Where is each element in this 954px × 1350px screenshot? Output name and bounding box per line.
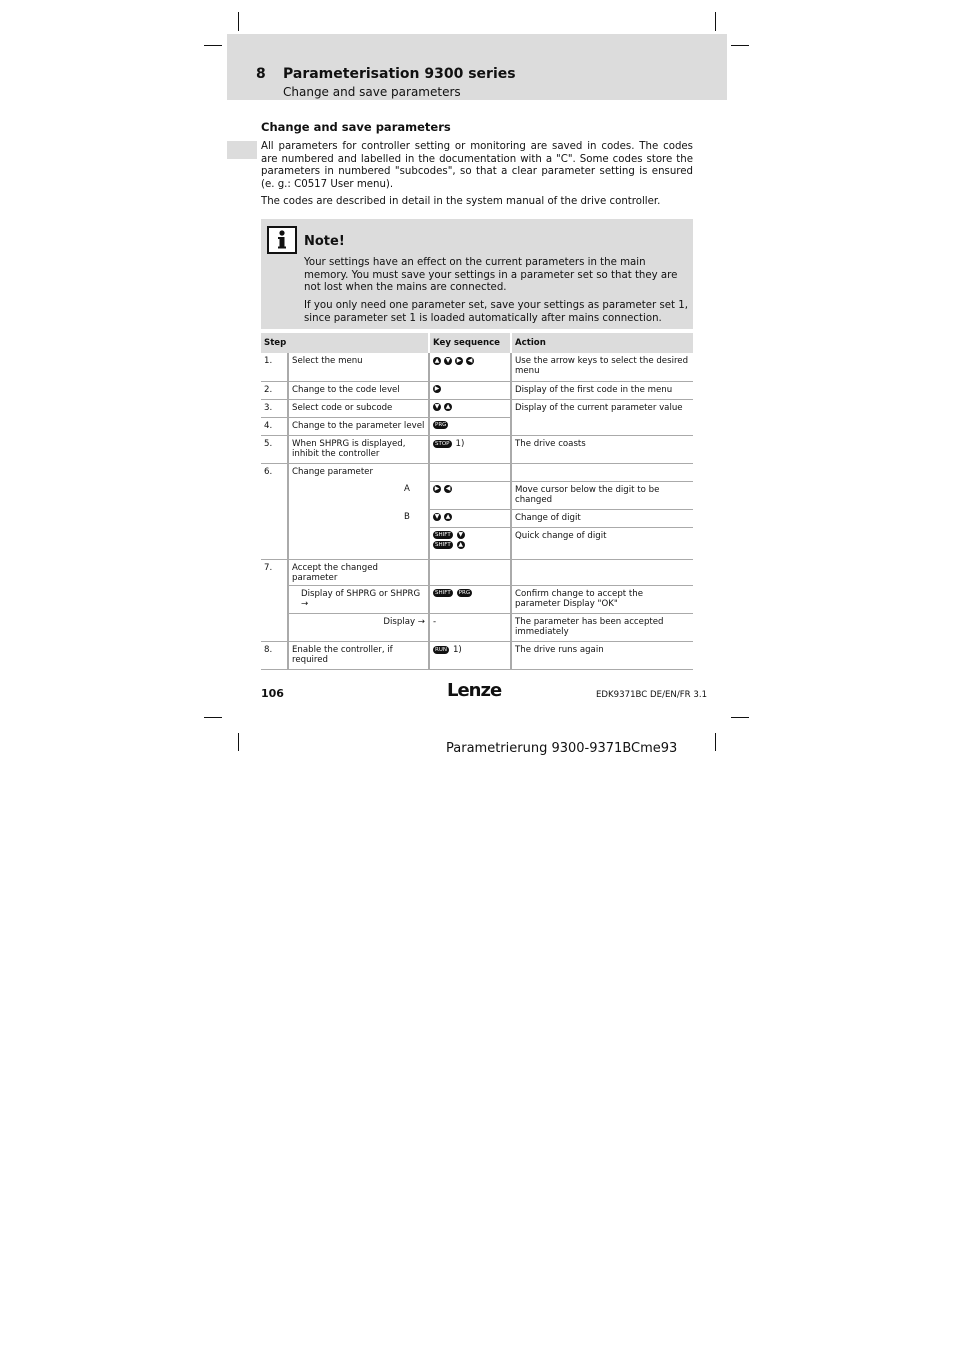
empty-cell [261, 527, 288, 559]
action-text: Display of the current parameter value [511, 399, 693, 417]
step-number: 3. [261, 399, 288, 417]
section-paragraph-2: The codes are described in detail in the system manual of the drive controller. [261, 196, 661, 207]
table-row [261, 399, 693, 417]
sub-step-label: A [404, 484, 410, 494]
prg-key-icon: PRG [435, 422, 447, 428]
shift-key-icon: SHIFT [435, 542, 451, 548]
action-text: Quick change of digit [511, 527, 693, 559]
action-text: Confirm change to accept the parameter Display "OK" [511, 585, 693, 613]
table-row [261, 417, 693, 435]
action-text: The parameter has been accepted immediately [511, 613, 693, 641]
key-sequence [429, 381, 511, 399]
chapter-title: Parameterisation 9300 series [283, 66, 516, 82]
header-action: Action [511, 333, 693, 353]
table-row [261, 435, 693, 463]
step-text: Display → [288, 613, 429, 641]
table-row [261, 481, 693, 509]
step-text: Change to the code level [288, 381, 429, 399]
prg-key-icon: PRG [458, 590, 471, 596]
empty-cell [288, 481, 401, 509]
arrow-down-key-icon: ▼ [458, 531, 463, 538]
step-text: Change parameter [288, 463, 429, 481]
step-text: When SHPRG is displayed, inhibit the controller [288, 435, 429, 463]
arrow-right-key-icon: ▶ [456, 356, 462, 364]
table-row [261, 509, 693, 527]
step-number: 5. [261, 435, 288, 463]
empty-cell [288, 527, 401, 559]
key-sequence [429, 399, 511, 417]
empty-cell [261, 509, 288, 527]
key-sequence: - [429, 613, 511, 641]
crop-mark [238, 12, 239, 31]
crop-mark [238, 733, 239, 751]
key-sequence [429, 353, 511, 381]
shift-key-icon: SHIFT [435, 590, 451, 596]
action-text: The drive coasts [511, 435, 693, 463]
crop-mark [715, 733, 716, 751]
empty-cell [261, 481, 288, 509]
sub-step-label: B [404, 512, 410, 522]
table-row [261, 463, 693, 481]
chapter-number: 8 [256, 66, 266, 82]
step-number: 6. [264, 466, 273, 477]
key-sequence [429, 481, 511, 509]
note-title: Note! [304, 234, 345, 249]
header-key-sequence: Key sequence [429, 333, 511, 353]
key-sequence [429, 417, 511, 435]
step-text: Accept the changed parameter [288, 559, 429, 585]
step-text: Enable the controller, if required [288, 641, 429, 669]
step-number: 2. [261, 381, 288, 399]
crop-mark [204, 45, 222, 46]
note-text-2: If you only need one parameter set, save your settings as parameter set 1, since parameter set 1 is loaded automatically after mains connection. [304, 300, 688, 324]
crop-mark [715, 12, 716, 31]
arrow-right-key-icon: ▶ [434, 385, 440, 392]
shift-key-icon: SHIFT [435, 532, 451, 538]
crop-mark [731, 45, 749, 46]
action-text: Use the arrow keys to select the desired menu [511, 353, 693, 381]
table-row [261, 559, 693, 585]
step-text: Select the menu [288, 353, 429, 381]
action-text [511, 463, 693, 481]
arrow-up-key-icon: ▲ [445, 403, 451, 410]
step-number: 7. [264, 562, 273, 573]
table-row [261, 585, 693, 613]
arrow-up-key-icon: ▲ [434, 356, 440, 364]
key-sequence [429, 527, 511, 559]
key-sequence [429, 463, 511, 481]
key-sequence [429, 559, 511, 585]
action-text: Change of digit [511, 509, 693, 527]
key-sequence [429, 435, 511, 463]
footnote-mark: 1) [452, 644, 462, 655]
action-text: Move cursor below the digit to be changed [511, 481, 693, 509]
footnote-mark: 1) [455, 438, 465, 449]
table-row [261, 613, 693, 641]
table-row [261, 381, 693, 399]
section-title: Change and save parameters [261, 120, 451, 134]
arrow-right-key-icon: ▶ [434, 485, 440, 492]
action-text: Display of the first code in the menu [511, 381, 693, 399]
arrow-left-key-icon: ◀ [445, 485, 451, 492]
run-key-icon: RUN [435, 646, 447, 653]
arrow-down-key-icon: ▼ [434, 513, 440, 520]
arrow-down-key-icon: ▼ [434, 403, 440, 410]
action-text [511, 559, 693, 585]
stop-key-icon: STOP [435, 440, 450, 447]
header-step: Step [261, 333, 429, 353]
table-row [261, 641, 693, 669]
info-icon [267, 226, 297, 254]
step-number: 4. [261, 417, 288, 435]
key-sequence [429, 509, 511, 527]
arrow-up-key-icon: ▲ [445, 513, 451, 520]
chapter-subtitle: Change and save parameters [283, 85, 461, 99]
empty-cell [261, 613, 288, 641]
note-text-1: Your settings have an effect on the current parameters in the main memory. You must save your settings in a parameter set so that they are not lost when the mains are connected. [304, 257, 678, 294]
section-paragraph-1: All parameters for controller setting or monitoring are saved in codes. The codes are numbered and labelled in the documentation with a "C". Some codes store the parameters in numbered "subcodes", so that a clear parameter setting is ensured (e. g.: C0517 User menu). [261, 141, 693, 190]
table-row [261, 527, 693, 559]
action-text [511, 417, 693, 435]
table-header-row [261, 333, 693, 353]
arrow-down-key-icon: ▼ [445, 356, 451, 364]
action-text: The drive runs again [511, 641, 693, 669]
crop-mark [731, 717, 749, 718]
step-text: Select code or subcode [288, 399, 429, 417]
bottom-caption: Parametrierung 9300-9371BCme93 [446, 741, 678, 756]
document-code: EDK9371BC DE/EN/FR 3.1 [596, 690, 708, 700]
empty-cell [261, 585, 288, 613]
step-text: Display of SHPRG or SHPRG → [288, 585, 429, 613]
lenze-logo: Lenze [447, 680, 502, 701]
key-sequence [429, 585, 511, 613]
arrow-up-key-icon: ▲ [458, 541, 463, 548]
page-number: 106 [261, 687, 284, 700]
side-tab-marker [227, 141, 257, 159]
empty-cell [401, 527, 429, 559]
step-number: 1. [261, 353, 288, 381]
step-number: 8. [261, 641, 288, 669]
key-sequence [429, 641, 511, 669]
step-text: Change to the parameter level [288, 417, 429, 435]
empty-cell [288, 509, 401, 527]
steps-table [261, 333, 693, 670]
arrow-left-key-icon: ◀ [467, 356, 473, 364]
crop-mark [204, 717, 222, 718]
table-row [261, 353, 693, 381]
